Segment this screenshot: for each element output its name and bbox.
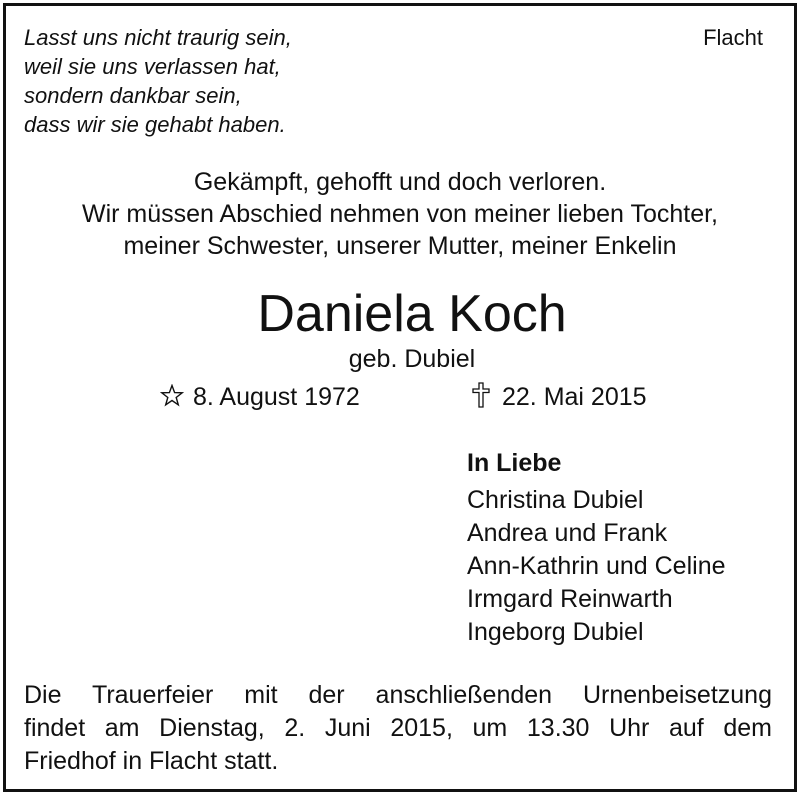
mourner-name: Irmgard Reinwarth [467, 585, 673, 613]
poem-line: sondern dankbar sein, [24, 83, 242, 108]
poem-line: weil sie uns verlassen hat, [24, 54, 281, 79]
birth-date-row [159, 381, 360, 413]
poem-line: dass wir sie gehabt haben. [24, 112, 286, 137]
funeral-notice [24, 679, 772, 778]
mourners-list [467, 447, 726, 649]
birth-date: 8. August 1972 [193, 383, 360, 411]
mourner-name: Ann-Kathrin und Celine [467, 552, 726, 580]
poem [24, 23, 292, 139]
poem-line: Lasst uns nicht traurig sein, [24, 25, 292, 50]
cross-icon [468, 381, 494, 413]
death-date-row [468, 381, 647, 413]
mourner-name: Andrea und Frank [467, 519, 668, 547]
notice-line: findet am Dienstag, 2. Juni 2015, um 13.30 Uhr auf dem [24, 714, 772, 742]
star-icon [159, 381, 185, 413]
mourners-heading: In Liebe [467, 449, 562, 477]
mourner-name: Christina Dubiel [467, 486, 644, 514]
deceased-name: Daniela Koch [257, 285, 567, 343]
notice-line: Die Trauerfeier mit der anschließenden Urnenbeisetzung [24, 681, 772, 709]
notice-line: Friedhof in Flacht statt. [24, 747, 279, 775]
intro-line: Gekämpft, gehofft und doch verloren. [193, 168, 607, 196]
intro-line: Wir müssen Abschied nehmen von meiner lieben Tochter, [82, 200, 718, 228]
intro-text [0, 166, 800, 262]
maiden-name: geb. Dubiel [348, 345, 476, 373]
mourner-name: Ingeborg Dubiel [467, 618, 644, 646]
place-name: Flacht [703, 25, 763, 50]
death-date: 22. Mai 2015 [502, 383, 647, 411]
intro-line: meiner Schwester, unserer Mutter, meiner Enkelin [123, 232, 677, 260]
